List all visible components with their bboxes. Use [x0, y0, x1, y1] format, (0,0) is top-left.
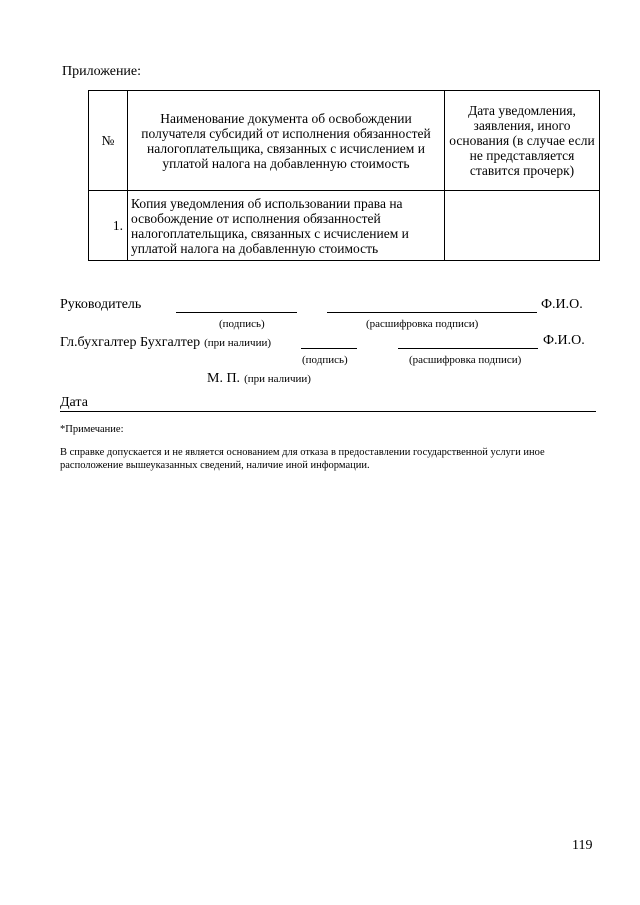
head-label: Руководитель [60, 297, 142, 312]
accountant-block [60, 333, 271, 351]
stamp-note: (при наличии) [244, 373, 311, 385]
note-text: В справке допускается и не является основанием для отказа в предоставлении государственной услуги иное расположение вышеуказанных сведений, наличие иной информации. [60, 447, 545, 471]
accountant-fio: Ф.И.О. [543, 333, 585, 348]
accountant-note: (при наличии) [204, 337, 272, 349]
row-number: 1. [89, 191, 128, 261]
accountant-decode-line [398, 348, 538, 349]
header-document-name: Наименование документа об освобождении получателя субсидий от исполнения обязанностей налогоплательщика, связанных с исчислением и уплатой налога на добавленную стоимость [128, 91, 445, 191]
head-decode-line [327, 312, 537, 313]
stamp-label: М. П. [207, 371, 241, 386]
date-rule [60, 411, 596, 412]
header-date: Дата уведомления, заявления, иного основания (в случае если не представляется ставится прочерк) [445, 91, 600, 191]
appendix-heading: Приложение: [62, 64, 142, 79]
head-signature-line [176, 312, 297, 313]
row-date [445, 191, 600, 261]
date-label: Дата [60, 395, 88, 410]
page-number: 119 [572, 838, 593, 853]
accountant-decode-caption: (расшифровка подписи) [409, 354, 522, 366]
head-fio: Ф.И.О. [541, 297, 583, 312]
appendix-table [88, 90, 600, 261]
head-signature-caption: (подпись) [219, 318, 265, 330]
accountant-label: Гл.бухгалтер Бухгалтер [60, 335, 201, 350]
accountant-signature-caption: (подпись) [302, 354, 348, 366]
table-row [89, 191, 600, 261]
note-title: *Примечание: [60, 424, 124, 435]
stamp-block [207, 369, 311, 387]
accountant-signature-line [301, 348, 357, 349]
head-decode-caption: (расшифровка подписи) [366, 318, 479, 330]
table-header-row [89, 91, 600, 191]
header-number: № [89, 91, 128, 191]
row-document-name: Копия уведомления об использовании права на освобождение от исполнения обязанностей налогоплательщика, связанных с исчислением и уплатой налога на добавленную стоимость [128, 191, 445, 261]
